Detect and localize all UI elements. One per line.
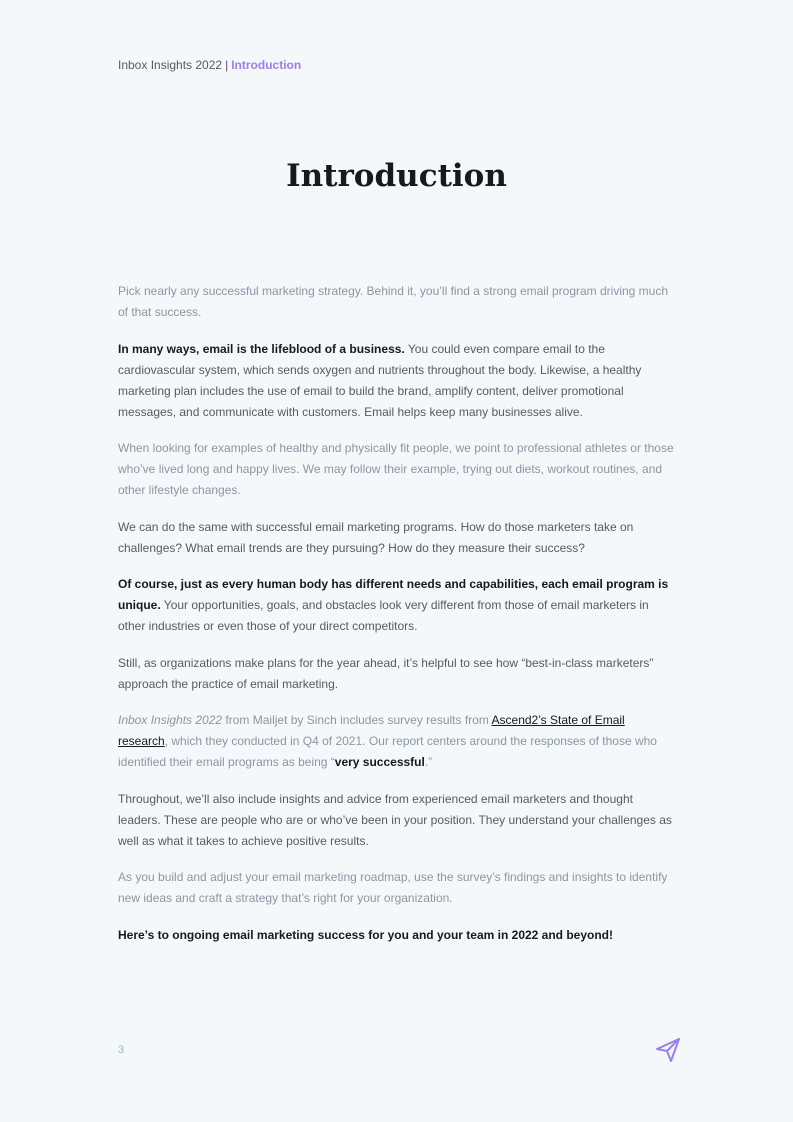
page-title: Introduction <box>286 158 507 194</box>
paragraph-8: Throughout, we’ll also include insights and advice from experienced email marketers and thought leaders. These are people who are or who’ve been in your position. They understand your challenges as well as what it takes to achieve positive results. <box>118 791 672 848</box>
paragraph-6: Still, as organizations make plans for the year ahead, it’s helpful to see how “best-in-class marketers” approach the practice of email marketing. <box>118 655 654 691</box>
paragraph-2 <box>118 339 675 423</box>
paragraph-2-body: You could even compare email to the cardiovascular system, which sends oxygen and nutrients throughout the body. Likewise, a healthy marketing plan includes the use of email to build the brand, amplify content, deliver promotional messages, and communicate with customers. Email helps keep many businesses alive. <box>118 341 642 419</box>
paper-plane-icon <box>655 1037 681 1063</box>
paragraph-7-text-c: .” <box>424 755 433 769</box>
paragraph-2-lead: In many ways, email is the lifeblood of a business. <box>118 341 405 356</box>
very-successful-emphasis: very successful <box>334 755 425 769</box>
paragraph-9: As you build and adjust your email marketing roadmap, use the survey’s findings and insights to identify new ideas and craft a strategy that’s right for your organization. <box>118 870 668 905</box>
paragraph-4: We can do the same with successful email marketing programs. How do those marketers take on challenges? What email trends are they pursuing? How do they measure their success? <box>118 519 634 555</box>
paragraph-7-text-a: from Mailjet by Sinch includes survey results from <box>222 713 492 727</box>
section-name: Introduction <box>231 58 302 72</box>
paragraph-5-body: Your opportunities, goals, and obstacles look very different from those of email marketers in other industries or even those of your direct competitors. <box>118 598 649 633</box>
paragraph-5-lead: Of course, just as every human body has different needs and capabilities, each email program is unique. <box>118 577 669 612</box>
paragraph-7 <box>118 710 675 773</box>
body-text <box>118 281 675 961</box>
report-title: Inbox Insights 2022 <box>118 713 223 727</box>
paragraph-5 <box>118 574 675 637</box>
paragraph-7-text-b: , which they conducted in Q4 of 2021. Our report centers around the responses of those who identified their email programs as being “ <box>118 734 657 769</box>
ascend2-research-link[interactable]: Ascend2’s State of Email research <box>118 713 625 748</box>
running-header <box>118 58 301 72</box>
paragraph-1: Pick nearly any successful marketing strategy. Behind it, you’ll find a strong email program driving much of that success. <box>118 284 669 319</box>
closing-statement: Here’s to ongoing email marketing success for you and your team in 2022 and beyond! <box>118 927 614 942</box>
header-separator: | <box>225 58 229 72</box>
document-title: Inbox Insights 2022 <box>118 58 223 72</box>
paragraph-3: When looking for examples of healthy and physically fit people, we point to professional athletes or those who’ve lived long and happy lives. We may follow their example, trying out diets, workout routines, and other lifestyle changes. <box>118 441 674 497</box>
page-number: 3 <box>118 1044 125 1056</box>
